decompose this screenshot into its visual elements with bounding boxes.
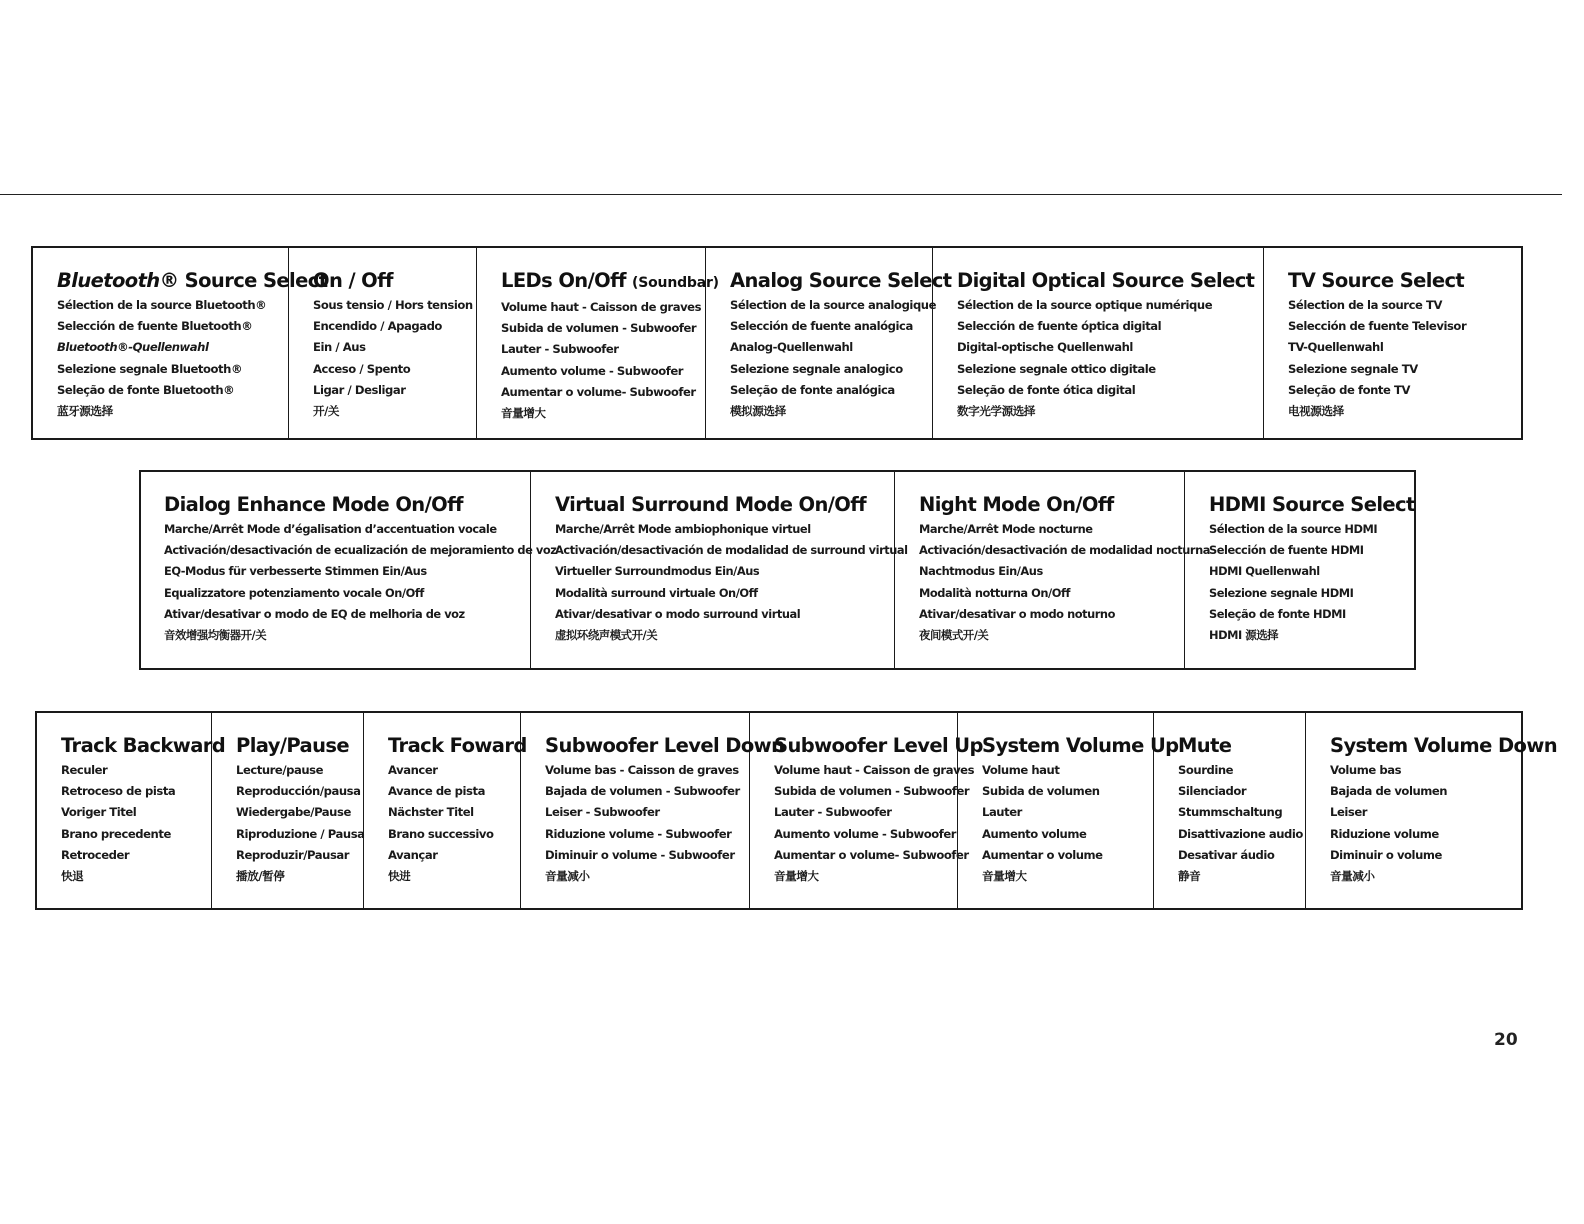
line-fr: Lecture/pause — [236, 763, 324, 777]
line-de: HDMI Quellenwahl — [1209, 564, 1320, 579]
line-fr: Marche/Arrêt Mode d’égalisation d’accentuation vocale — [164, 522, 497, 536]
line-es: Avance de pista — [388, 784, 485, 799]
line-es: Activación/desactivación de ecualización de mejoramiento de voz — [164, 543, 557, 558]
function-table-row-3 — [35, 711, 1558, 910]
line-zh: 音量减小 — [1330, 869, 1375, 884]
line-zh: 蓝牙源选择 — [57, 404, 113, 419]
cell-system-volume-down — [1306, 713, 1558, 908]
line-de: Bluetooth®-Quellenwahl — [57, 340, 209, 355]
line-it: Selezione segnale Bluetooth® — [57, 361, 243, 376]
page-number: 20 — [1494, 1030, 1518, 1050]
line-it: Aumento volume - Subwoofer — [774, 826, 957, 841]
line-zh: 数字光学源选择 — [957, 404, 1036, 419]
line-it: Riduzione volume - Subwoofer — [545, 826, 732, 841]
line-es: Subida de volumen — [982, 784, 1100, 799]
line-pt: Ativar/desativar o modo surround virtual — [555, 606, 801, 621]
line-fr: Sélection de la source TV — [1288, 298, 1442, 312]
line-es: Subida de volumen - Subwoofer — [501, 321, 697, 336]
line-pt: Aumentar o volume- Subwoofer — [501, 384, 696, 399]
line-pt: Diminuir o volume - Subwoofer — [545, 847, 735, 862]
line-zh: 夜间模式开/关 — [919, 628, 989, 643]
line-zh: 虚拟环绕声模式开/关 — [555, 628, 658, 643]
line-zh: 电视源选择 — [1288, 404, 1344, 419]
line-pt: Aumentar o volume — [982, 847, 1103, 862]
cell-title: System Volume Down — [1330, 734, 1558, 757]
cell-title: Night Mode On/Off — [919, 493, 1114, 516]
line-fr: Marche/Arrêt Mode nocturne — [919, 522, 1093, 536]
cell-title: Subwoofer Level Up — [774, 734, 983, 757]
line-zh: 开/关 — [313, 404, 340, 419]
line-it: Selezione segnale ottico digitale — [957, 361, 1156, 376]
line-zh: 音量增大 — [774, 869, 819, 884]
line-zh: HDMI 源选择 — [1209, 628, 1279, 643]
line-fr: Volume bas - Caisson de graves — [545, 763, 739, 777]
line-de: Analog-Quellenwahl — [730, 340, 853, 355]
line-pt: Retroceder — [61, 847, 130, 862]
line-it: Aumento volume - Subwoofer — [501, 363, 684, 378]
line-es: Subida de volumen - Subwoofer — [774, 784, 970, 799]
cell-on-off — [289, 248, 477, 438]
line-zh: 音量增大 — [982, 869, 1027, 884]
line-pt: Seleção de fonte TV — [1288, 382, 1410, 397]
line-fr: Volume haut - Caisson de graves — [774, 763, 975, 777]
line-pt: Ativar/desativar o modo de EQ de melhoria de voz — [164, 606, 465, 621]
line-es: Selección de fuente Televisor — [1288, 319, 1467, 334]
cell-track-forward — [364, 713, 527, 908]
line-it: Selezione segnale HDMI — [1209, 585, 1354, 600]
line-fr: Sourdine — [1178, 763, 1234, 777]
cell-title: TV Source Select — [1288, 269, 1465, 292]
cell-title: LEDs On/Off (Soundbar) — [501, 269, 719, 292]
line-de: Lauter - Subwoofer — [774, 805, 892, 820]
line-zh: 音效增强均衡器开/关 — [164, 628, 267, 643]
line-pt: Aumentar o volume- Subwoofer — [774, 847, 969, 862]
line-fr: Volume haut — [982, 763, 1060, 777]
line-de: TV-Quellenwahl — [1288, 340, 1384, 355]
function-table-row-2 — [139, 470, 1416, 670]
cell-leds-on-off — [477, 248, 719, 438]
cell-title: Mute — [1178, 734, 1232, 757]
cell-title: HDMI Source Select — [1209, 493, 1415, 516]
line-it: Riproduzione / Pausa — [236, 826, 365, 841]
cell-track-backward — [37, 713, 226, 908]
line-es: Bajada de volumen — [1330, 784, 1448, 799]
line-fr: Sélection de la source HDMI — [1209, 522, 1378, 536]
line-de: Leiser - Subwoofer — [545, 805, 660, 820]
line-pt: Reproduzir/Pausar — [236, 847, 350, 862]
line-it: Aumento volume — [982, 826, 1087, 841]
line-zh: 模拟源选择 — [730, 404, 786, 419]
header-rule — [0, 194, 1562, 195]
line-es: Selección de fuente analógica — [730, 319, 913, 334]
line-fr: Volume bas — [1330, 763, 1402, 777]
line-es: Activación/desactivación de modalidad de surround virtual — [555, 543, 908, 558]
line-zh: 音量增大 — [501, 406, 546, 421]
line-pt: Ligar / Desligar — [313, 382, 406, 397]
line-it: Selezione segnale TV — [1288, 361, 1418, 376]
line-es: Selección de fuente óptica digital — [957, 319, 1162, 334]
line-de: Nächster Titel — [388, 805, 474, 820]
line-fr: Sous tensio / Hors tension — [313, 298, 473, 312]
line-de: Lauter - Subwoofer — [501, 342, 619, 357]
line-fr: Avancer — [388, 763, 438, 777]
cell-title: Virtual Surround Mode On/Off — [555, 493, 867, 516]
cell-title: System Volume Up — [982, 734, 1179, 757]
line-fr: Sélection de la source optique numérique — [957, 298, 1213, 312]
cell-mute — [1154, 713, 1306, 908]
cell-night-mode — [895, 472, 1210, 668]
line-es: Reproducción/pausa — [236, 784, 361, 799]
cell-virtual-surround-mode — [531, 472, 908, 668]
cell-title: On / Off — [313, 269, 393, 292]
cell-subwoofer-level-up — [750, 713, 983, 908]
line-it: Brano precedente — [61, 826, 171, 841]
cell-analog-source-select — [706, 248, 952, 438]
cell-title: Dialog Enhance Mode On/Off — [164, 493, 463, 516]
line-it: Modalità surround virtuale On/Off — [555, 585, 758, 600]
line-de: Nachtmodus Ein/Aus — [919, 564, 1043, 579]
line-zh: 播放/暂停 — [236, 869, 285, 884]
line-zh: 音量减小 — [545, 869, 590, 884]
line-pt: Avançar — [388, 847, 438, 862]
line-de: Lauter — [982, 805, 1022, 820]
line-es: Selección de fuente HDMI — [1209, 543, 1364, 558]
line-it: Equalizzatore potenziamento vocale On/Off — [164, 585, 424, 600]
function-table-row-1 — [31, 246, 1523, 440]
cell-hdmi-source-select — [1185, 472, 1414, 668]
line-es: Bajada de volumen - Subwoofer — [545, 784, 740, 799]
line-es: Silenciador — [1178, 784, 1247, 799]
line-pt: Seleção de fonte ótica digital — [957, 382, 1136, 397]
line-de: Stummschaltung — [1178, 805, 1283, 820]
line-fr: Marche/Arrêt Mode ambiophonique virtuel — [555, 522, 811, 536]
cell-dialog-enhance-mode — [141, 472, 557, 668]
line-de: EQ-Modus für verbesserte Stimmen Ein/Aus — [164, 564, 427, 579]
cell-system-volume-up — [958, 713, 1179, 908]
line-de: Digital-optische Quellenwahl — [957, 340, 1133, 355]
cell-subwoofer-level-down — [521, 713, 785, 908]
line-fr: Volume haut - Caisson de graves — [501, 300, 702, 314]
line-pt: Desativar áudio — [1178, 847, 1275, 862]
line-fr: Sélection de la source Bluetooth® — [57, 298, 267, 312]
line-es: Encendido / Apagado — [313, 319, 442, 334]
line-it: Modalità notturna On/Off — [919, 585, 1070, 600]
line-pt: Ativar/desativar o modo noturno — [919, 606, 1115, 621]
line-es: Retroceso de pista — [61, 784, 176, 799]
cell-title: Analog Source Select — [730, 269, 952, 292]
cell-title: Track Backward — [61, 734, 226, 757]
line-pt: Seleção de fonte Bluetooth® — [57, 382, 235, 397]
cell-play-pause — [212, 713, 364, 908]
cell-title: Bluetooth® Source Select — [57, 269, 328, 292]
line-zh: 快进 — [388, 869, 411, 884]
line-de: Voriger Titel — [61, 805, 137, 820]
line-it: Brano successivo — [388, 826, 494, 841]
line-de: Virtueller Surroundmodus Ein/Aus — [555, 564, 760, 579]
line-pt: Seleção de fonte analógica — [730, 382, 895, 397]
cell-tv-source-select — [1264, 248, 1521, 438]
cell-title: Track Foward — [388, 734, 527, 757]
cell-title: Digital Optical Source Select — [957, 269, 1255, 292]
line-pt: Seleção de fonte HDMI — [1209, 606, 1346, 621]
cell-digital-optical-source-select — [933, 248, 1264, 438]
line-it: Riduzione volume — [1330, 826, 1439, 841]
line-fr: Sélection de la source analogique — [730, 298, 937, 312]
line-zh: 静音 — [1178, 869, 1201, 884]
cell-title: Play/Pause — [236, 734, 350, 757]
line-de: Leiser — [1330, 805, 1368, 820]
line-it: Acceso / Spento — [313, 361, 411, 376]
line-pt: Diminuir o volume — [1330, 847, 1442, 862]
cell-title: Subwoofer Level Down — [545, 734, 785, 757]
line-it: Selezione segnale analogico — [730, 361, 903, 376]
line-zh: 快退 — [61, 869, 84, 884]
line-de: Ein / Aus — [313, 340, 366, 355]
line-es: Selección de fuente Bluetooth® — [57, 319, 253, 334]
line-fr: Reculer — [61, 763, 108, 777]
line-de: Wiedergabe/Pause — [236, 805, 351, 820]
line-es: Activación/desactivación de modalidad nocturna — [919, 543, 1210, 558]
line-it: Disattivazione audio — [1178, 826, 1303, 841]
